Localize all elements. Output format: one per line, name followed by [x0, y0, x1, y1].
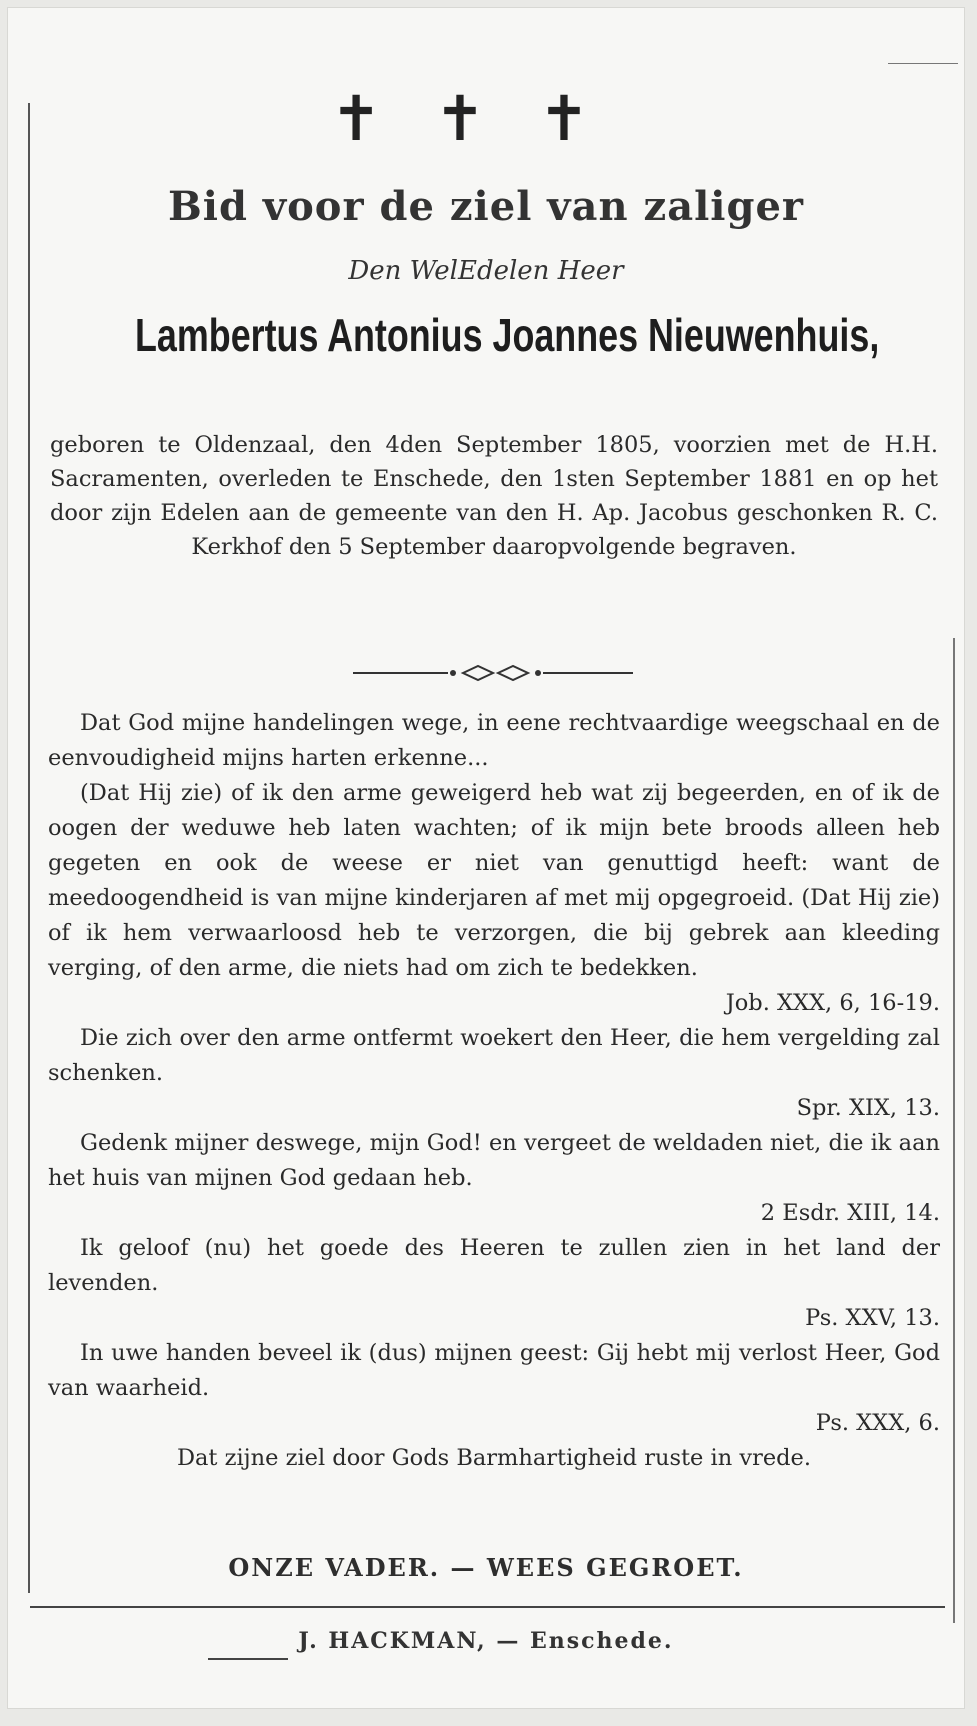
ornament-divider: [353, 658, 633, 688]
scripture-reference: Ps. XXV, 13.: [805, 1305, 940, 1331]
cross-icon: ✝: [434, 82, 538, 155]
prayer-line: ONZE VADER. — WEES GEGROET.: [228, 1553, 744, 1582]
deceased-name: Lambertus Antonius Joannes Nieuwenhuis,: [135, 309, 880, 361]
paragraph: (Dat Hij zie) of ik den arme geweigerd heb wat zij begeerden, en of ik de oogen der weduwe heb laten wachten; of ik mijn bete broods alleen heb gegeten en ook de weese er niet van genuttigd heeft: want de meedoogendheid is van mijne kinderjaren af met mij opgegroeid. (Dat Hij zie) of ik hem verwaarloosd heb te verzorgen, die bij gebrek aan kleeding verging, of den arme, die niets had om zich te bedekken.: [48, 780, 940, 981]
biography: geboren te Oldenzaal, den 4den September 1805, voorzien met de H.H. Sacramenten, overleden te Enschede, den 1sten September 1881 en op het door zijn Edelen aan de gemeente van den H. Ap. Jacobus geschonken R. C. Kerkhof den 5 September daaropvolgende begraven.: [50, 432, 938, 560]
paragraph: Dat God mijne handelingen wege, in eene rechtvaardige weegschaal en de eenvoudigheid mijns harten erkenne...: [48, 710, 940, 771]
paragraph: In uwe handen beveel ik (dus) mijnen geest: Gij hebt mij verlost Heer, God van waarheid.: [48, 1340, 940, 1401]
paragraph: Ik geloof (nu) het goede des Heeren te zullen zien in het land der levenden.: [48, 1235, 940, 1296]
crosses: [8, 82, 964, 155]
memorial-card: [8, 8, 964, 1708]
subheading: Den WelEdelen Heer: [348, 256, 624, 286]
closing-line: Dat zijne ziel door Gods Barmhartigheid ruste in vrede.: [176, 1445, 812, 1471]
cross-icon: ✝: [537, 82, 642, 155]
scripture-text: [48, 706, 940, 1476]
scripture-reference: Ps. XXX, 6.: [815, 1410, 940, 1436]
scripture-reference: Job. XXX, 6, 16-19.: [725, 990, 940, 1016]
paragraph: Gedenk mijner deswege, mijn God! en vergeet de weldaden niet, die ik aan het huis van mijnen God gedaan heb.: [48, 1130, 940, 1191]
bottom-rule: [30, 1606, 945, 1608]
scripture-reference: Spr. XIX, 13.: [796, 1095, 940, 1121]
printer-underline: [208, 1658, 288, 1660]
cross-icon: ✝: [330, 82, 435, 155]
frame-line-left: [28, 103, 30, 1593]
printer-imprint: J. HACKMAN, — Enschede.: [298, 1628, 674, 1654]
frame-line-top: [888, 63, 958, 64]
heading: Bid voor de ziel van zaliger: [167, 183, 804, 230]
frame-line-right: [953, 638, 955, 1623]
scripture-reference: 2 Esdr. XIII, 14.: [760, 1200, 940, 1226]
paragraph: Die zich over den arme ontfermt woekert den Heer, die hem vergelding zal schenken.: [48, 1025, 940, 1086]
